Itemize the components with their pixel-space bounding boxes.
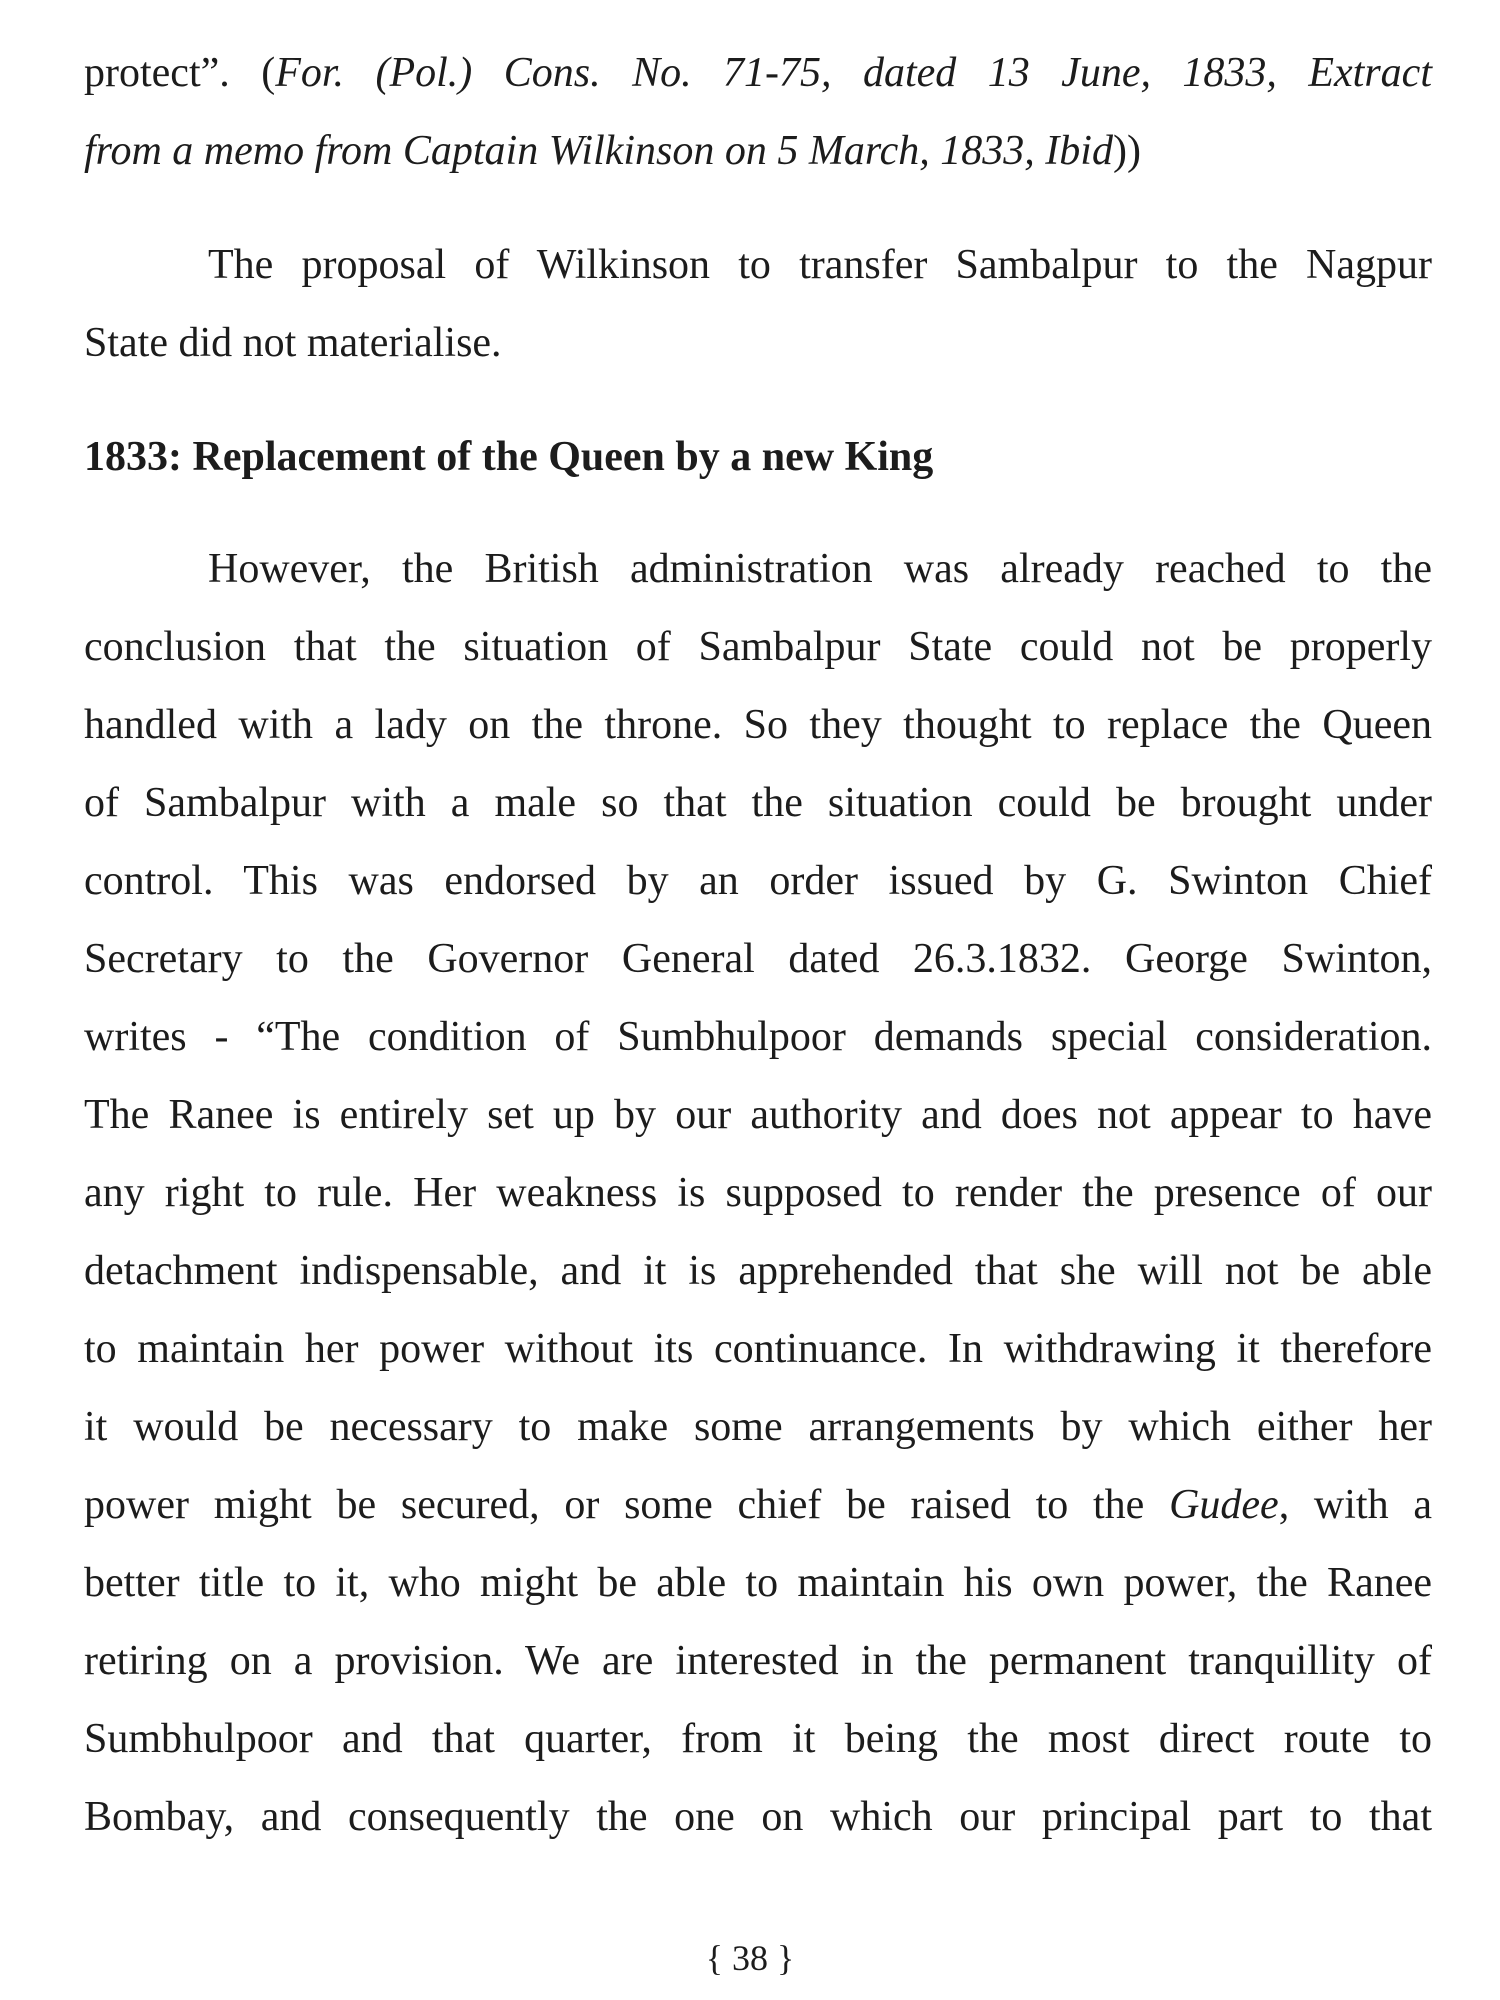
paragraph2-line: Sumbhulpoor and that quarter, from it being the most direct route to — [84, 1716, 1432, 1762]
citation-reference: For. (Pol.) Cons. No. 71-75, dated 13 June, 1833, Extract — [275, 50, 1432, 96]
paragraph1-line: State did not materialise. — [84, 320, 502, 366]
paragraph2-line: of Sambalpur with a male so that the situation could be brought under — [84, 780, 1432, 826]
section-heading: 1833: Replacement of the Queen by a new King — [84, 434, 934, 480]
citation-line-1 — [84, 34, 1432, 112]
paragraph2-line: However, the British administration was already reached to the — [208, 546, 1432, 592]
paragraph2-line: conclusion that the situation of Sambalpur State could not be properly — [84, 624, 1432, 670]
paragraph2-line: detachment indispensable, and it is apprehended that she will not be able — [84, 1248, 1432, 1294]
paragraph2-line: The Ranee is entirely set up by our authority and does not appear to have — [84, 1092, 1432, 1138]
paragraph2-line: handled with a lady on the throne. So they thought to replace the Queen — [84, 702, 1432, 748]
paragraph2-line: better title to it, who might be able to maintain his own power, the Ranee — [84, 1560, 1432, 1606]
citation-line-2 — [84, 112, 1432, 190]
page-number: { 38 } — [705, 1938, 795, 1978]
citation-text: protect”. ( — [84, 50, 276, 96]
line-text: , with a — [1278, 1482, 1432, 1528]
paragraph1-line: The proposal of Wilkinson to transfer Sambalpur to the Nagpur — [208, 242, 1432, 288]
paragraph2-line: control. This was endorsed by an order issued by G. Swinton Chief — [84, 858, 1432, 904]
italic-term: Gudee — [1169, 1482, 1279, 1528]
paragraph2-line: writes - “The condition of Sumbhulpoor demands special consideration. — [84, 1014, 1432, 1060]
paragraph2-gudee-line — [84, 1466, 1432, 1544]
citation-reference: from a memo from Captain Wilkinson on 5 March, 1833, Ibid — [84, 128, 1113, 174]
paragraph2-line: any right to rule. Her weakness is supposed to render the presence of our — [84, 1170, 1432, 1216]
paragraph2-line: retiring on a provision. We are interested in the permanent tranquillity of — [84, 1638, 1432, 1684]
paragraph2-line: Secretary to the Governor General dated 26.3.1832. George Swinton, — [84, 936, 1432, 982]
document-page — [84, 34, 1432, 1856]
citation-close: )) — [1112, 128, 1141, 174]
line-text: power might be secured, or some chief be raised to the — [84, 1482, 1170, 1528]
paragraph2-line: to maintain her power without its continuance. In withdrawing it therefore — [84, 1326, 1432, 1372]
paragraph2-line: it would be necessary to make some arrangements by which either her — [84, 1404, 1432, 1450]
paragraph2-line: Bombay, and consequently the one on which our principal part to that — [84, 1794, 1432, 1840]
